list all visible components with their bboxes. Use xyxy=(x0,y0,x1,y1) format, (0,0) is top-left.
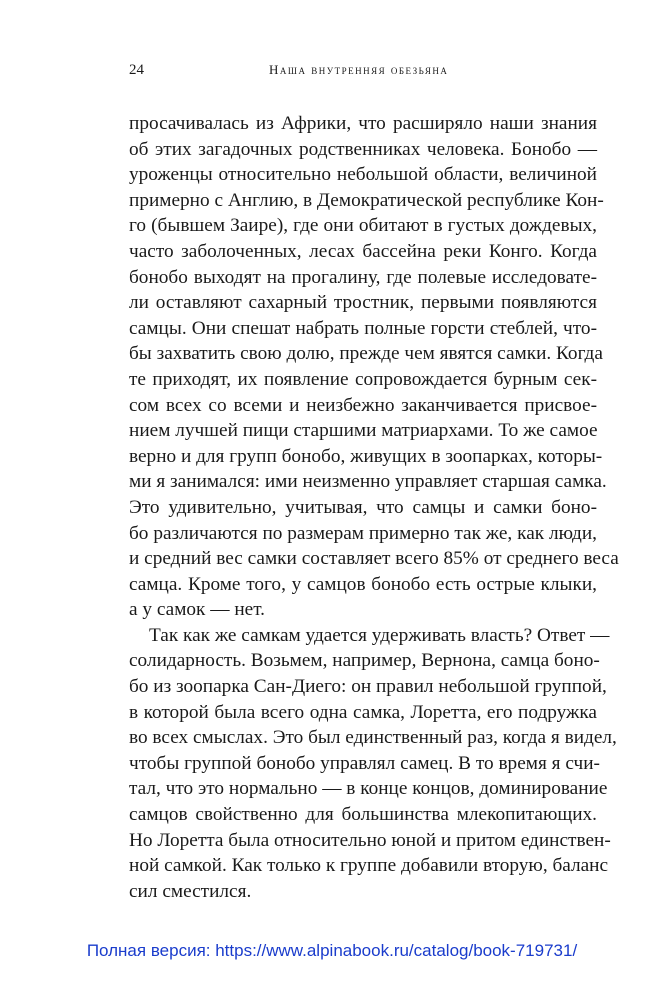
text-line: в которой была всего одна самка, Лоретта, его подружка xyxy=(129,701,597,723)
text-line: просачивалась из Африки, что расширяло наши знания xyxy=(129,113,597,134)
text-line: Это удивительно, учитывая, что самцы и самки боно- xyxy=(129,496,597,518)
text-line: и средний вес самки составляет всего 85% от среднего веса xyxy=(129,548,619,570)
text-line: сом всех со всеми и неизбежно заканчивается присвое- xyxy=(129,394,597,416)
text-line: тал, что это нормально — в конце концов, доминирование xyxy=(129,778,608,800)
paragraph xyxy=(129,623,617,905)
body-text xyxy=(129,111,619,904)
text-line: ми я занимался: ими неизменно управляет старшая самка. xyxy=(129,471,607,493)
page-number: 24 xyxy=(129,62,144,78)
running-header xyxy=(129,62,597,82)
full-version-link[interactable]: Полная версия: https://www.alpinabook.ru/catalog/book-719731/ xyxy=(86,941,578,960)
text-line: ли оставляют сахарный тростник, первыми появляются xyxy=(129,292,597,314)
text-line: сил сместился. xyxy=(129,880,252,902)
text-line: уроженцы относительно небольшой области, величиной xyxy=(129,164,597,186)
text-line: самцы. Они спешат набрать полные горсти стеблей, что- xyxy=(129,317,597,339)
text-line: го (бывшем Заире), где они обитают в густых дождевых, xyxy=(129,215,597,237)
text-line: примерно с Англию, в Демократической республике Кон- xyxy=(129,189,604,211)
running-title: Наша внутренняя обезьяна xyxy=(269,62,449,77)
text-line: Но Лоретта была относительно юной и притом единствен- xyxy=(129,829,611,851)
text-line: самцов свойственно для большинства млекопитающих. xyxy=(129,804,597,826)
text-line: чтобы группой бонобо управлял самец. В то время я счи- xyxy=(129,752,600,774)
paragraph xyxy=(129,111,619,623)
text-line: во всех смыслах. Это был единственный раз, когда я видел, xyxy=(129,727,617,749)
text-line: бо из зоопарка Сан-Диего: он правил небольшой группой, xyxy=(129,676,607,698)
text-line: солидарность. Возьмем, например, Вернона, самца боно- xyxy=(129,650,600,672)
text-line: об этих загадочных родственниках человека. Бонобо — xyxy=(129,138,597,160)
text-line: самца. Кроме того, у самцов бонобо есть острые клыки, xyxy=(129,573,597,595)
text-line: часто заболоченных, лесах бассейна реки Конго. Когда xyxy=(129,240,597,262)
text-line: нием лучшей пищи старшими матриархами. То же самое xyxy=(129,420,598,442)
text-line: бо различаются по размерам примерно так же, как люди, xyxy=(129,522,597,544)
text-line: бы захватить свою долю, прежде чем явятся самки. Когда xyxy=(129,343,603,365)
text-line: а у самок — нет. xyxy=(129,599,265,621)
text-line: бонобо выходят на прогалину, где полевые исследовате- xyxy=(129,266,597,288)
text-line: те приходят, их появление сопровождается бурным сек- xyxy=(129,368,597,390)
text-line: верно и для групп бонобо, живущих в зоопарках, которы- xyxy=(129,445,603,467)
text-line: Так как же самкам удается удерживать власть? Ответ — xyxy=(149,624,610,646)
text-line: ной самкой. Как только к группе добавили вторую, баланс xyxy=(129,855,609,877)
